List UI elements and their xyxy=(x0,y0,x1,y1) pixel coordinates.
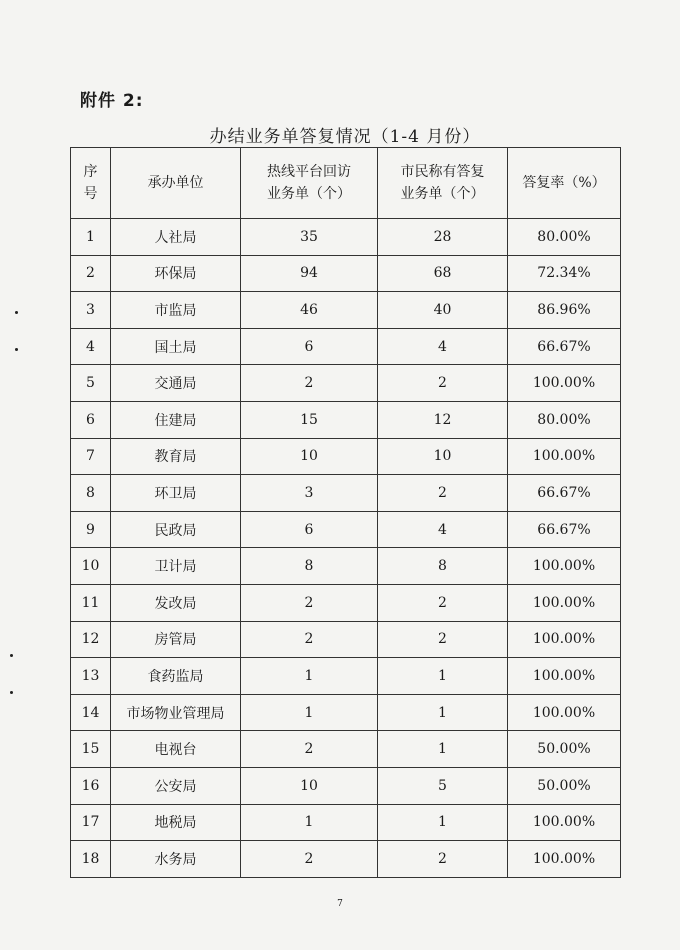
header-unit: 承办单位 xyxy=(111,148,241,219)
cell-reply-rate: 100.00% xyxy=(508,621,621,658)
cell-reply-count: 2 xyxy=(378,475,508,512)
cell-no: 9 xyxy=(71,511,111,548)
cell-no: 3 xyxy=(71,292,111,329)
header-no: 序号 xyxy=(71,148,111,219)
cell-no: 11 xyxy=(71,584,111,621)
cell-unit: 市监局 xyxy=(111,292,241,329)
table-row xyxy=(71,475,621,512)
cell-unit: 地税局 xyxy=(111,804,241,841)
cell-no: 1 xyxy=(71,219,111,256)
cell-reply-count: 12 xyxy=(378,401,508,438)
reply-rate-table xyxy=(70,147,621,878)
cell-no: 16 xyxy=(71,767,111,804)
cell-hotline-count: 2 xyxy=(241,841,378,878)
attachment-label: 附件 2: xyxy=(80,91,144,111)
scan-mark xyxy=(15,311,18,314)
cell-reply-count: 40 xyxy=(378,292,508,329)
cell-reply-count: 68 xyxy=(378,255,508,292)
scan-mark xyxy=(10,654,13,657)
table-row xyxy=(71,401,621,438)
cell-reply-count: 2 xyxy=(378,621,508,658)
table-row xyxy=(71,694,621,731)
cell-reply-rate: 50.00% xyxy=(508,731,621,768)
cell-reply-rate: 100.00% xyxy=(508,584,621,621)
cell-reply-count: 2 xyxy=(378,584,508,621)
cell-hotline-count: 94 xyxy=(241,255,378,292)
cell-hotline-count: 35 xyxy=(241,219,378,256)
header-reply-rate: 答复率（%） xyxy=(508,148,621,219)
cell-no: 8 xyxy=(71,475,111,512)
cell-reply-rate: 80.00% xyxy=(508,219,621,256)
table-row xyxy=(71,658,621,695)
cell-no: 4 xyxy=(71,328,111,365)
cell-unit: 环卫局 xyxy=(111,475,241,512)
cell-reply-count: 8 xyxy=(378,548,508,585)
cell-reply-rate: 100.00% xyxy=(508,841,621,878)
table-row xyxy=(71,621,621,658)
cell-reply-rate: 50.00% xyxy=(508,767,621,804)
cell-reply-count: 28 xyxy=(378,219,508,256)
cell-unit: 公安局 xyxy=(111,767,241,804)
cell-hotline-count: 1 xyxy=(241,658,378,695)
cell-reply-rate: 100.00% xyxy=(508,548,621,585)
table-row xyxy=(71,365,621,402)
cell-reply-rate: 72.34% xyxy=(508,255,621,292)
cell-no: 13 xyxy=(71,658,111,695)
page-number: 7 xyxy=(337,899,343,909)
cell-reply-count: 10 xyxy=(378,438,508,475)
cell-reply-count: 1 xyxy=(378,804,508,841)
cell-reply-rate: 66.67% xyxy=(508,511,621,548)
table-row xyxy=(71,438,621,475)
cell-reply-rate: 100.00% xyxy=(508,438,621,475)
cell-reply-rate: 100.00% xyxy=(508,365,621,402)
cell-unit: 发改局 xyxy=(111,584,241,621)
cell-unit: 卫计局 xyxy=(111,548,241,585)
cell-no: 6 xyxy=(71,401,111,438)
table-row xyxy=(71,219,621,256)
cell-no: 14 xyxy=(71,694,111,731)
cell-no: 7 xyxy=(71,438,111,475)
cell-unit: 水务局 xyxy=(111,841,241,878)
scan-mark xyxy=(10,691,13,694)
cell-unit: 人社局 xyxy=(111,219,241,256)
cell-unit: 房管局 xyxy=(111,621,241,658)
cell-reply-rate: 100.00% xyxy=(508,804,621,841)
cell-reply-rate: 66.67% xyxy=(508,475,621,512)
cell-unit: 民政局 xyxy=(111,511,241,548)
cell-no: 17 xyxy=(71,804,111,841)
cell-unit: 国土局 xyxy=(111,328,241,365)
table-row xyxy=(71,511,621,548)
cell-unit: 住建局 xyxy=(111,401,241,438)
table-row xyxy=(71,841,621,878)
cell-reply-rate: 80.00% xyxy=(508,401,621,438)
table-title: 办结业务单答复情况（1-4 月份） xyxy=(209,127,481,147)
table-body xyxy=(71,219,621,878)
table-row xyxy=(71,255,621,292)
cell-unit: 电视台 xyxy=(111,731,241,768)
scan-mark xyxy=(15,348,18,351)
cell-reply-count: 1 xyxy=(378,694,508,731)
cell-reply-count: 1 xyxy=(378,658,508,695)
cell-hotline-count: 8 xyxy=(241,548,378,585)
table-row xyxy=(71,548,621,585)
table-row xyxy=(71,731,621,768)
header-citizen-reply: 市民称有答复业务单（个） xyxy=(378,148,508,219)
cell-hotline-count: 15 xyxy=(241,401,378,438)
header-hotline: 热线平台回访业务单（个） xyxy=(241,148,378,219)
cell-hotline-count: 2 xyxy=(241,731,378,768)
cell-hotline-count: 46 xyxy=(241,292,378,329)
cell-reply-rate: 100.00% xyxy=(508,694,621,731)
cell-no: 5 xyxy=(71,365,111,402)
cell-hotline-count: 2 xyxy=(241,584,378,621)
cell-unit: 环保局 xyxy=(111,255,241,292)
cell-reply-count: 4 xyxy=(378,328,508,365)
cell-reply-rate: 66.67% xyxy=(508,328,621,365)
cell-hotline-count: 2 xyxy=(241,365,378,402)
cell-hotline-count: 6 xyxy=(241,328,378,365)
cell-unit: 交通局 xyxy=(111,365,241,402)
cell-reply-count: 2 xyxy=(378,365,508,402)
cell-hotline-count: 10 xyxy=(241,438,378,475)
cell-reply-rate: 100.00% xyxy=(508,658,621,695)
table-row xyxy=(71,804,621,841)
table-row xyxy=(71,328,621,365)
cell-no: 18 xyxy=(71,841,111,878)
cell-hotline-count: 10 xyxy=(241,767,378,804)
cell-no: 12 xyxy=(71,621,111,658)
cell-unit: 市场物业管理局 xyxy=(111,694,241,731)
cell-reply-count: 2 xyxy=(378,841,508,878)
cell-hotline-count: 1 xyxy=(241,694,378,731)
cell-unit: 教育局 xyxy=(111,438,241,475)
table-row xyxy=(71,292,621,329)
table-header-row xyxy=(71,148,621,219)
cell-reply-rate: 86.96% xyxy=(508,292,621,329)
table-row xyxy=(71,767,621,804)
cell-reply-count: 4 xyxy=(378,511,508,548)
cell-no: 15 xyxy=(71,731,111,768)
cell-hotline-count: 1 xyxy=(241,804,378,841)
cell-no: 10 xyxy=(71,548,111,585)
cell-reply-count: 1 xyxy=(378,731,508,768)
cell-hotline-count: 3 xyxy=(241,475,378,512)
table-row xyxy=(71,584,621,621)
cell-no: 2 xyxy=(71,255,111,292)
cell-hotline-count: 2 xyxy=(241,621,378,658)
cell-hotline-count: 6 xyxy=(241,511,378,548)
cell-reply-count: 5 xyxy=(378,767,508,804)
cell-unit: 食药监局 xyxy=(111,658,241,695)
